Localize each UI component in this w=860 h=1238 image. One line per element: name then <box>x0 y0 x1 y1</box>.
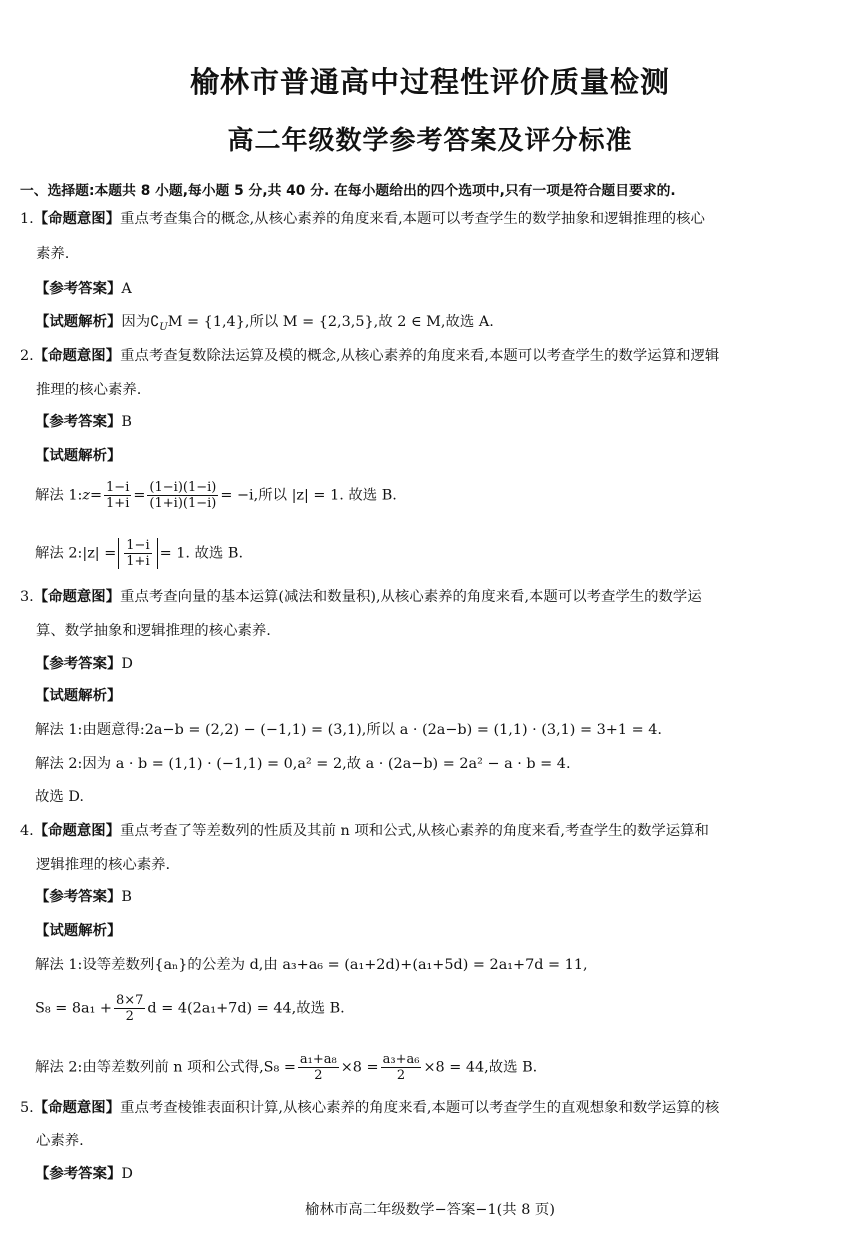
fraction-numerator: 8×7 <box>115 993 144 1008</box>
q2-method2 <box>35 538 243 569</box>
q5-intent-text: 重点考查棱锥表面积计算,从核心素养的角度来看,本题可以考查学生的直观想象和数学运算的核 <box>120 1100 720 1116</box>
fraction-numerator: 1−i <box>126 538 150 553</box>
question-number: 3. <box>20 589 34 605</box>
q4-method2 <box>35 1052 537 1083</box>
question-number: 2. <box>20 348 34 364</box>
q3-intent-text: 重点考查向量的基本运算(减法和数量积),从核心素养的角度来看,本题可以考查学生的数学运 <box>120 589 702 605</box>
fraction <box>114 993 145 1024</box>
q2-analysis-label <box>35 446 121 466</box>
fraction-numerator: a₁+a₈ <box>299 1052 337 1067</box>
section-heading: 一、选择题:本题共 8 小题,每小题 5 分,共 40 分. 在每小题给出的四个选项中,只有一项是符合题目要求的. <box>20 183 676 199</box>
q2-answer: B <box>121 414 132 430</box>
q3-method2: 解法 2:因为 a · b = (1,1) · (−1,1) = 0,a² = 2,故 a · (2a−b) = 2a² − a · b = 4. <box>35 756 571 772</box>
q1-intent-text: 重点考查集合的概念,从核心素养的角度来看,本题可以考查学生的数学抽象和逻辑推理的核心 <box>120 211 705 227</box>
formula-prefix: S₈ = 8a₁ + <box>35 1000 112 1017</box>
formula-mid: ×8 = <box>340 1059 379 1076</box>
q3-intent-line2: 算、数学抽象和逻辑推理的核心素养. <box>36 623 271 639</box>
method-label: 解法 2:|z| = <box>35 545 117 562</box>
fraction <box>147 480 218 511</box>
q4-intent-line2: 逻辑推理的核心素养. <box>36 857 171 873</box>
q5-intent-line2: 心素养. <box>36 1133 84 1149</box>
fraction-denominator: (1+i)(1−i) <box>149 496 217 511</box>
q5-answer: D <box>121 1166 133 1182</box>
intent-label: 【命题意图】 <box>33 589 121 605</box>
q1-intent-line2: 素养. <box>36 246 70 262</box>
q3-answer-line <box>35 654 133 674</box>
fraction <box>104 480 131 511</box>
answer-label: 【参考答案】 <box>35 656 122 672</box>
q1-intent-line1 <box>20 209 705 229</box>
intent-label: 【命题意图】 <box>33 823 121 839</box>
fraction-denominator: 2 <box>396 1068 406 1083</box>
q2-intent-line1 <box>20 346 719 366</box>
fraction <box>124 538 151 569</box>
q3-method1: 解法 1:由题意得:2a−b = (2,2) − (−1,1) = (3,1),所以 a · (2a−b) = (1,1) · (3,1) = 3+1 = 4. <box>35 722 662 738</box>
q3-conclusion: 故选 D. <box>35 789 84 805</box>
q2-intent-line2: 推理的核心素养. <box>36 382 142 398</box>
q4-analysis-label <box>35 921 121 941</box>
fraction-numerator: 1−i <box>106 480 130 495</box>
question-number: 1. <box>20 211 34 227</box>
q2-answer-line <box>35 412 132 432</box>
q4-intent-line1 <box>20 821 709 841</box>
formula-rest: d = 4(2a₁+7d) = 44,故选 B. <box>147 1000 345 1017</box>
q4-method1-line2 <box>35 993 345 1024</box>
page-footer: 榆林市高二年级数学−答案−1(共 8 页) <box>305 1202 555 1218</box>
formula-rest: ×8 = 44,故选 B. <box>423 1059 538 1076</box>
question-number: 4. <box>20 823 34 839</box>
q4-answer-line <box>35 887 132 907</box>
fraction-numerator: (1−i)(1−i) <box>149 480 217 495</box>
intent-label: 【命题意图】 <box>33 1100 121 1116</box>
answer-label: 【参考答案】 <box>35 414 122 430</box>
method-result: = −i,所以 |z| = 1. 故选 B. <box>220 487 397 504</box>
q1-answer-line <box>35 279 132 299</box>
analysis-label: 【试题解析】 <box>35 688 122 704</box>
q2-intent-text: 重点考查复数除法运算及模的概念,从核心素养的角度来看,本题可以考查学生的数学运算和逻辑 <box>120 348 720 364</box>
fraction-denominator: 2 <box>125 1009 134 1024</box>
analysis-label: 【试题解析】 <box>35 448 122 464</box>
intent-label: 【命题意图】 <box>33 348 121 364</box>
document-subtitle: 高二年级数学参考答案及评分标准 <box>227 126 633 156</box>
method-result: = 1. 故选 B. <box>159 545 244 562</box>
fraction <box>381 1052 422 1083</box>
question-number: 5. <box>20 1100 34 1116</box>
fraction <box>298 1052 339 1083</box>
analysis-label: 【试题解析】 <box>35 923 122 939</box>
q1-analysis-line <box>35 312 494 338</box>
q4-method1-line1: 解法 1:设等差数列{aₙ}的公差为 d,由 a₃+a₆ = (a₁+2d)+(a₁+5d) = 2a₁+7d = 11, <box>35 957 588 973</box>
q1-analysis-rest: M = {1,4},所以 M = {2,3,5},故 2 ∈ M,故选 A. <box>167 314 494 330</box>
q5-answer-line <box>35 1164 133 1184</box>
q3-analysis-label <box>35 686 121 706</box>
answer-label: 【参考答案】 <box>35 889 122 905</box>
fraction-denominator: 2 <box>314 1068 323 1083</box>
analysis-label: 【试题解析】 <box>35 314 122 330</box>
fraction-numerator: a₃+a₆ <box>382 1052 420 1067</box>
method-label: 解法 1: <box>35 487 83 504</box>
answer-label: 【参考答案】 <box>35 1166 122 1182</box>
q1-subscript: U <box>159 321 168 333</box>
q3-intent-line1 <box>20 587 702 607</box>
q4-intent-text: 重点考查了等差数列的性质及其前 n 项和公式,从核心素养的角度来看,考查学生的数学运算和 <box>120 823 709 839</box>
q3-answer: D <box>121 656 133 672</box>
q1-answer: A <box>121 281 132 297</box>
fraction-denominator: 1+i <box>126 554 150 569</box>
method-label: 解法 2:由等差数列前 n 项和公式得,S₈ = <box>35 1059 296 1076</box>
q4-answer: B <box>121 889 132 905</box>
answer-label: 【参考答案】 <box>35 281 122 297</box>
document-title: 榆林市普通高中过程性评价质量检测 <box>189 65 670 99</box>
intent-label: 【命题意图】 <box>33 211 121 227</box>
q2-method1: 解法 1:z= $\frac{1-i}{1+i}$ = $\frac{(1-i)(1-i)}{(1+i)(1-i)}$ = −i,所以 |z| = 1. 故选 B. <box>35 480 397 511</box>
q5-intent-line1 <box>20 1098 719 1118</box>
absolute-value <box>118 538 157 569</box>
q1-analysis-text: 因为∁ <box>121 314 160 330</box>
var-z: z <box>82 487 90 504</box>
fraction-denominator: 1+i <box>106 496 130 511</box>
